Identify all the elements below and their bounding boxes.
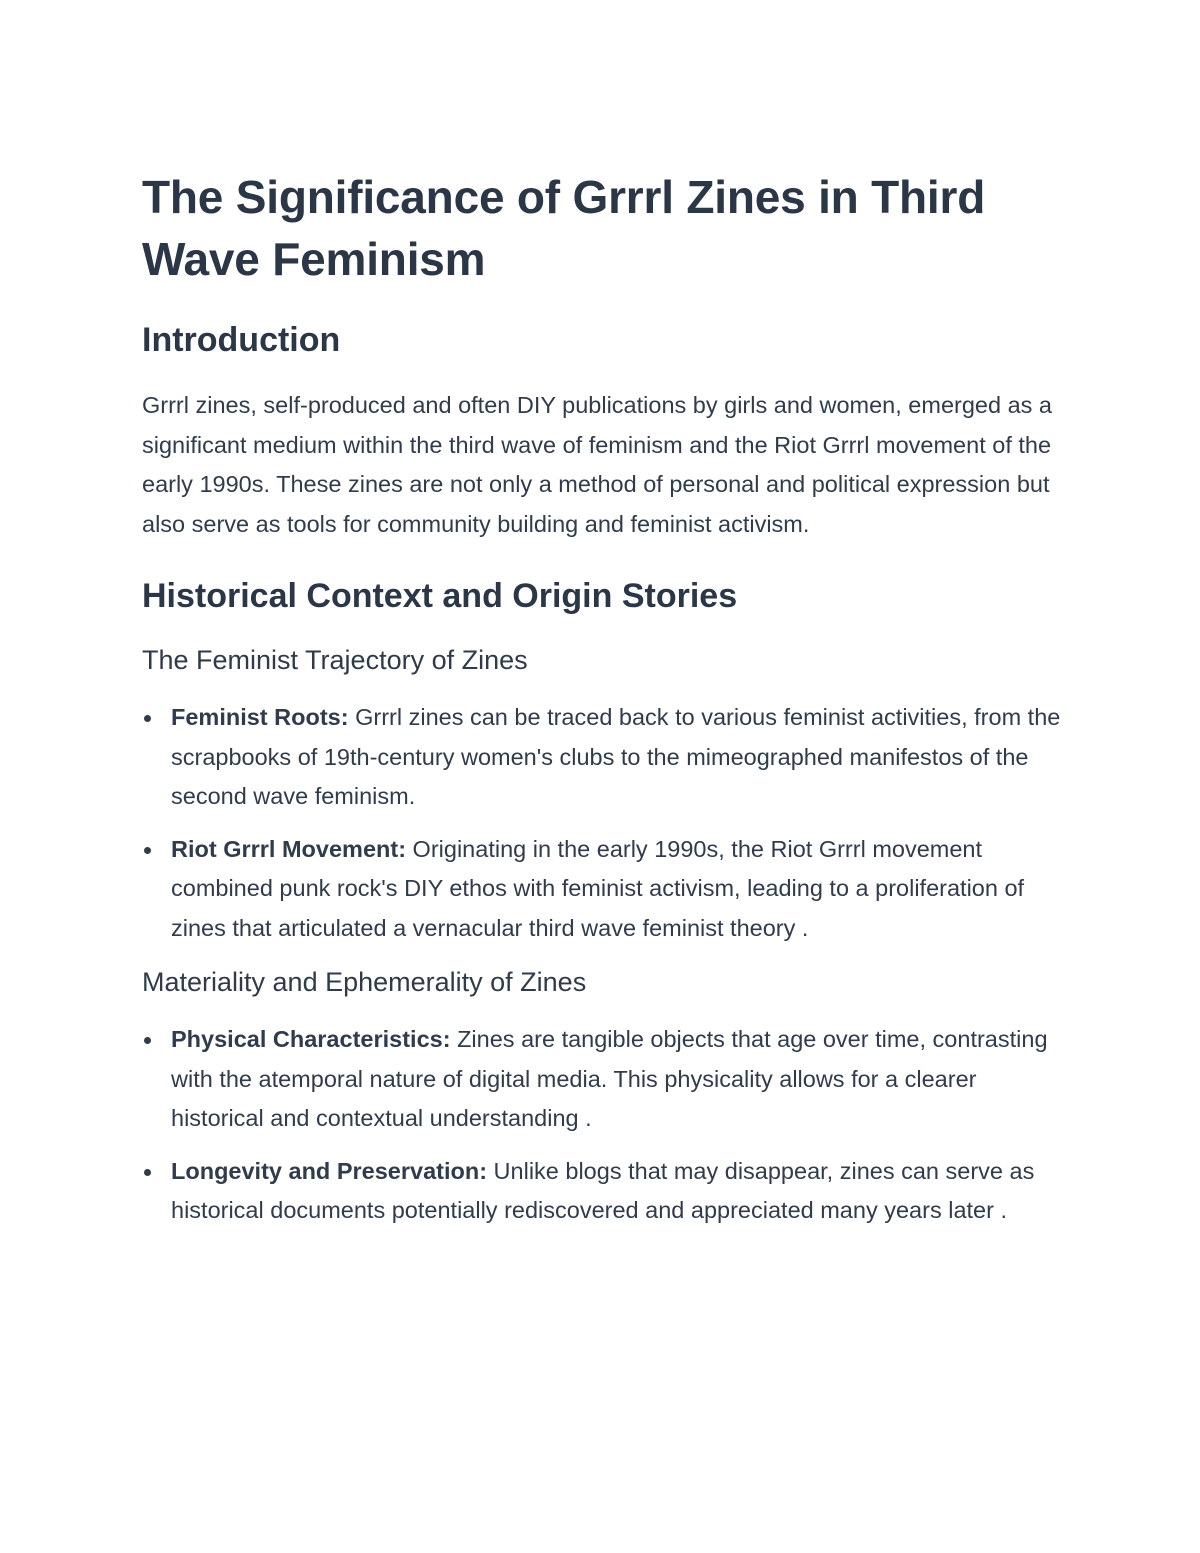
list-item-term: Riot Grrrl Movement: (171, 835, 407, 862)
list-item-text: Grrrl zines can be traced back to various feminist activities, from the scrapbooks of 19th-century women's clubs to the mimeographed manifestos of the second wave feminism. (171, 704, 1061, 809)
list-item (142, 1020, 1072, 1139)
list-item-text: Unlike blogs that may disappear, zines can serve as historical documents potentially rediscovered and appreciated many years later . (171, 1157, 1035, 1223)
list-item-term: Longevity and Preservation: (171, 1157, 488, 1184)
list-item (142, 1152, 1072, 1231)
list-item (142, 830, 1072, 949)
bullet-icon (144, 715, 151, 722)
bullet-icon (144, 1169, 151, 1176)
list-item-text: Zines are tangible objects that age over time, contrasting with the atemporal nature of digital media. This physicality allows for a clearer historical and contextual understanding . (171, 1026, 1048, 1131)
feminist-trajectory-list (142, 698, 1072, 948)
subsection-heading-materiality: Materiality and Ephemerality of Zines (142, 967, 587, 997)
document-page (142, 166, 1072, 1244)
subsection-heading-feminist-trajectory: The Feminist Trajectory of Zines (142, 645, 528, 675)
list-item-text: Originating in the early 1990s, the Riot Grrrl movement combined punk rock's DIY ethos with feminist activism, leading to a proliferation of zines that articulated a vernacular third wave feminist theory . (171, 835, 1025, 941)
section-heading-introduction: Introduction (142, 321, 341, 359)
list-item-term: Feminist Roots: (171, 704, 349, 730)
section-heading-historical-context: Historical Context and Origin Stories (142, 577, 738, 615)
bullet-icon (144, 1037, 151, 1044)
introduction-paragraph: Grrrl zines, self-produced and often DIY publications by girls and women, emerged as a significant medium within the third wave of feminism and the Riot Grrrl movement of the early 1990s. These zines are not only a method of personal and political expression but also serve as tools for community building and feminist activism. (142, 392, 1053, 537)
list-item (142, 698, 1072, 817)
document-title: The Significance of Grrrl Zines in Third Wave Feminism (142, 171, 986, 285)
list-item-term: Physical Characteristics: (171, 1026, 451, 1052)
materiality-list (142, 1020, 1072, 1231)
bullet-icon (144, 847, 151, 854)
